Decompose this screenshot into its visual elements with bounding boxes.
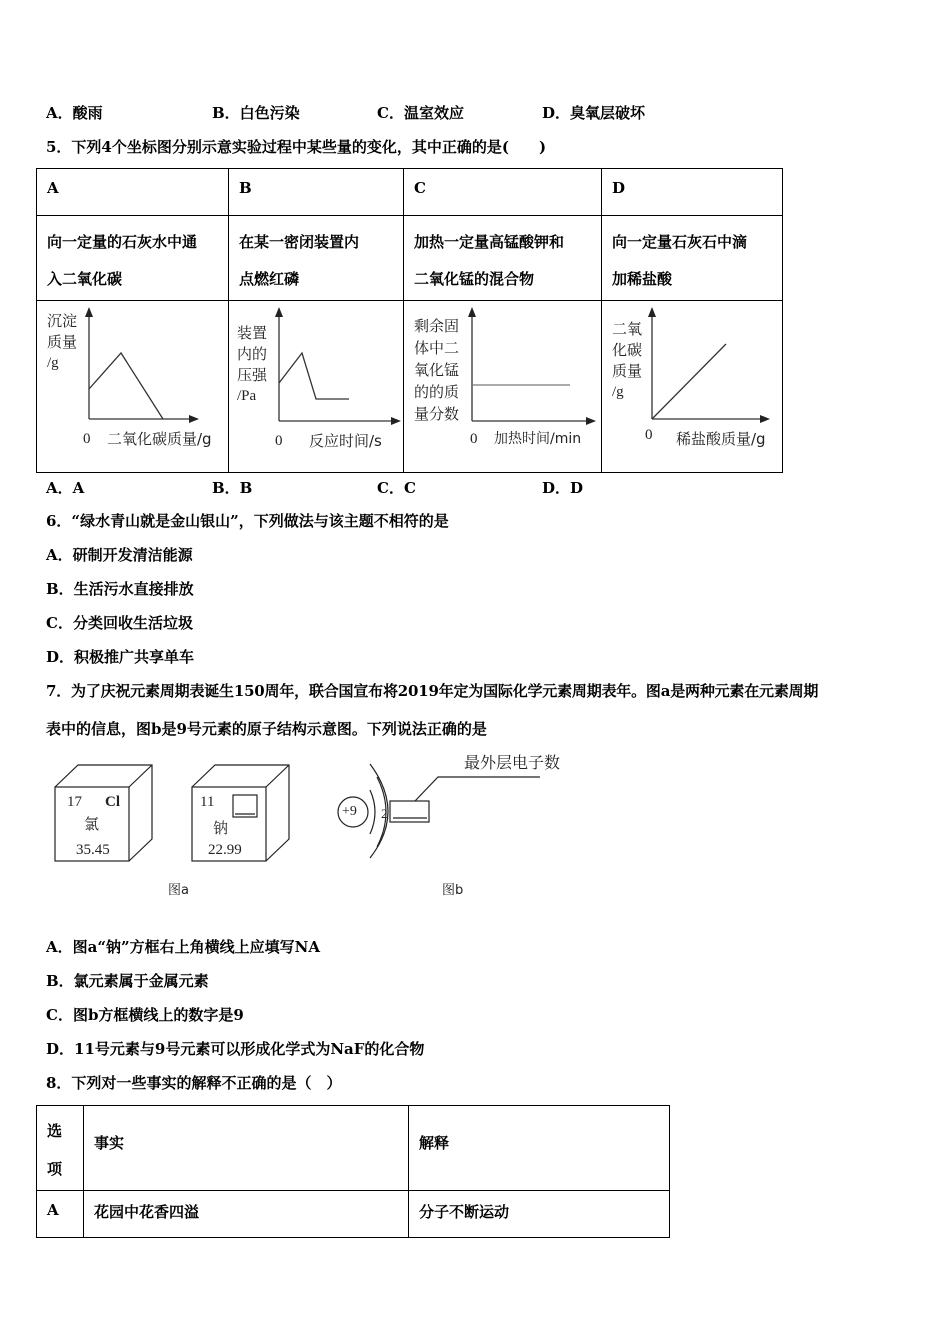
- figure-drawings: [40, 750, 600, 910]
- q7-option-a: A．图a“钠”方框右上角横线上应填写NA: [46, 938, 320, 956]
- q6-stem: 6．“绿水青山就是金山银山”，下列做法与该主题不相符的是: [46, 512, 449, 530]
- q4-option-b: B．白色污染: [212, 104, 300, 122]
- q7-stem-line1: 7．为了庆祝元素周期表诞生150周年，联合国宣布将2019年定为国际化学元素周期表年。图a是两种元素在元素周期: [46, 682, 819, 700]
- q5-header-d: D: [602, 169, 783, 216]
- q4-option-d: D．臭氧层破坏: [542, 104, 646, 122]
- q7-stem-line2: 表中的信息，图b是9号元素的原子结构示意图。下列说法正确的是: [46, 720, 487, 738]
- q5-option-c: C．C: [377, 479, 416, 497]
- q5-header-c: C: [404, 169, 602, 216]
- q4-option-a: A．酸雨: [46, 104, 103, 122]
- q5-graph-b: 装置 内的 压强 /Pa 0 反应时间/s: [229, 301, 404, 473]
- q5-option-b: B．B: [212, 479, 253, 497]
- q8-row-a-option: A: [37, 1191, 84, 1238]
- q5-desc-a: 向一定量的石灰水中通 入二氧化碳: [37, 216, 229, 301]
- q5-desc-b: 在某一密闭装置内 点燃红磷: [229, 216, 404, 301]
- q7-option-d: D．11号元素与9号元素可以形成化学式为NaF的化合物: [46, 1040, 425, 1058]
- q7-option-c: C．图b方框横线上的数字是9: [46, 1006, 244, 1024]
- q5-graph-a: 沉淀 质量 /g 0 二氧化碳质量/g: [37, 301, 229, 473]
- q5-desc-d: 向一定量石灰石中滴 加稀盐酸: [602, 216, 783, 301]
- q5-graph-c: 剩余固 体中二 氧化锰 的的质 量分数 0 加热时间/min: [404, 301, 602, 473]
- q8-header-fact: 事实: [84, 1106, 409, 1191]
- q6-option-c: C．分类回收生活垃圾: [46, 614, 193, 632]
- q6-option-a: A．研制开发清洁能源: [46, 546, 193, 564]
- q8-row-a-fact: 花园中花香四溢: [84, 1191, 409, 1238]
- q5-table: [36, 168, 783, 473]
- q7-option-b: B．氯元素属于金属元素: [46, 972, 209, 990]
- q8-row-a-explanation: 分子不断运动: [409, 1191, 670, 1238]
- q8-header-option: 选 项: [37, 1106, 84, 1191]
- q8-table: [36, 1105, 670, 1238]
- q6-option-b: B．生活污水直接排放: [46, 580, 194, 598]
- q5-option-d: D．D: [542, 479, 584, 497]
- q5-stem: 5．下列4个坐标图分别示意实验过程中某些量的变化，其中正确的是( ): [46, 138, 547, 156]
- q5-header-a: A: [37, 169, 229, 216]
- q5-graph-d: 二氧 化碳 质量 /g 0 稀盐酸质量/g: [602, 301, 783, 473]
- q6-option-d: D．积极推广共享单车: [46, 648, 195, 666]
- q8-stem: 8．下列对一些事实的解释不正确的是（ ）: [46, 1074, 342, 1092]
- q5-option-a: A．A: [46, 479, 85, 497]
- q7-figures: 17 Cl 氯 35.45 11 钠 22.99 +9 2 最外层电子数 图a 图b: [40, 750, 600, 910]
- q4-option-c: C．温室效应: [377, 104, 464, 122]
- q5-desc-c: 加热一定量高锰酸钾和 二氧化锰的混合物: [404, 216, 602, 301]
- q8-header-explanation: 解释: [409, 1106, 670, 1191]
- q5-header-b: B: [229, 169, 404, 216]
